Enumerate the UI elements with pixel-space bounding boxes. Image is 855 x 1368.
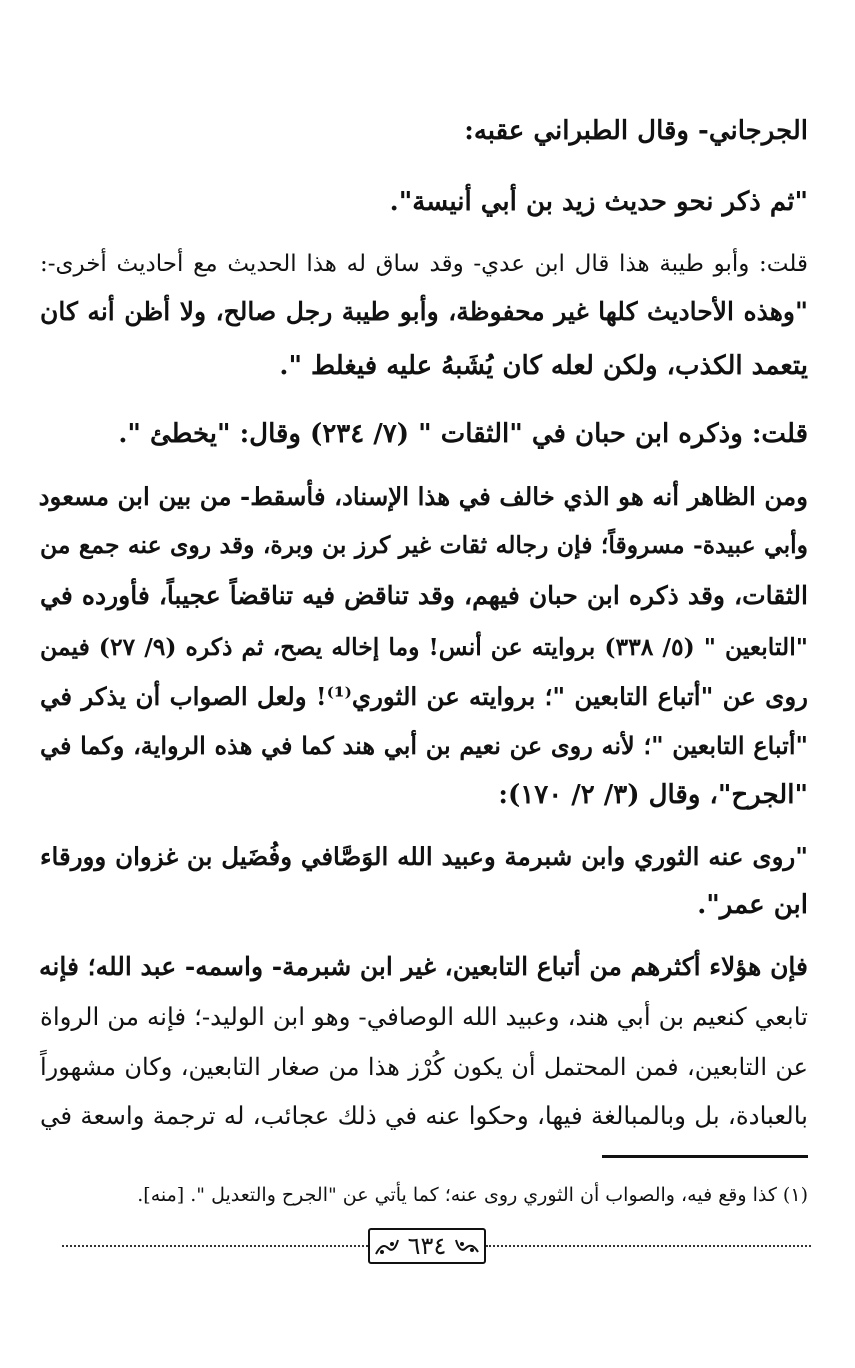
- text-line-4: "وهذه الأحاديث كلها غير محفوظة، وأبو طيبة رجل صالح، ولا أظن أنه كان: [40, 297, 808, 326]
- text-line-19: بالعبادة، بل وبالمبالغة فيها، وحكوا عنه في ذلك عجائب، له ترجمة واسعة في: [40, 1101, 808, 1130]
- text-line-12: "أتباع التابعين "؛ لأنه روى عن نعيم بن أبي هند كما في هذه الرواية، وكما في: [40, 731, 808, 760]
- text-line-5: يتعمد الكذب، ولكن لعله كان يُشَبهُ عليه فيغلط ".: [279, 351, 808, 381]
- text-line-7: ومن الظاهر أنه هو الذي خالف في هذا الإسناد، فأسقط- من بين ابن مسعود: [38, 482, 808, 511]
- footnote: (١) كذا وقع فيه، والصواب أن الثوري روى عنه؛ كما يأتي عن "الجرح والتعديل ". [منه].: [137, 1184, 808, 1206]
- text-line-13: "الجرح"، وقال (٣/ ٢/ ١٧٠):: [498, 780, 808, 810]
- dotted-rule-left: [62, 1245, 368, 1247]
- text-line-14: "روى عنه الثوري وابن شبرمة وعبيد الله الوَصَّافي وفُضَيل بن غزوان وورقاء: [40, 842, 808, 871]
- text-line-10: "التابعين " (٥/ ٣٣٨) بروايته عن أنس! وما إخاله يصح، ثم ذكره (٩/ ٢٧) فيمن: [40, 633, 808, 661]
- page-number-frame: [368, 1228, 486, 1264]
- dotted-rule-right: [486, 1245, 811, 1247]
- text-line-2: "ثم ذكر نحو حديث زيد بن أبي أنيسة".: [389, 187, 808, 217]
- text-line-9: الثقات، وقد ذكره ابن حبان فيهم، وقد تناقض فيه تناقضاً عجيباً، فأورده في: [40, 581, 808, 610]
- text-line-6: قلت: وذكره ابن حبان في "الثقات " (٧/ ٢٣٤) وقال: "يخطئ ".: [118, 419, 808, 449]
- text-line-8: وأبي عبيدة- مسروقاً؛ فإن رجاله ثقات غير كرز بن وبرة، وقد روى عنه جمع من: [40, 531, 808, 559]
- page-number: ٦٣٤: [407, 1232, 447, 1260]
- text-line-15: ابن عمر".: [697, 890, 808, 920]
- text-line-18: عن التابعين، فمن المحتمل أن يكون كُرْز هذا من صغار التابعين، وكان مشهوراً: [40, 1053, 808, 1081]
- text-line-1: الجرجاني- وقال الطبراني عقبه:: [464, 116, 808, 146]
- footnote-separator: [602, 1155, 808, 1158]
- text-line-11: روى عن "أتباع التابعين "؛ بروايته عن الثوري⁽¹⁾! ولعل الصواب أن يذكر في: [40, 682, 808, 711]
- text-line-17: تابعي كنعيم بن أبي هند، وعبيد الله الوصافي- وهو ابن الوليد-؛ فإنه من الرواة: [40, 1002, 808, 1031]
- text-line-3: قلت: وأبو طيبة هذا قال ابن عدي- وقد ساق له هذا الحديث مع أحاديث أخرى-:: [40, 251, 808, 277]
- ornament-right-icon: [454, 1232, 480, 1258]
- text-line-16: فإن هؤلاء أكثرهم من أتباع التابعين، غير ابن شبرمة- واسمه- عبد الله؛ فإنه: [39, 952, 808, 981]
